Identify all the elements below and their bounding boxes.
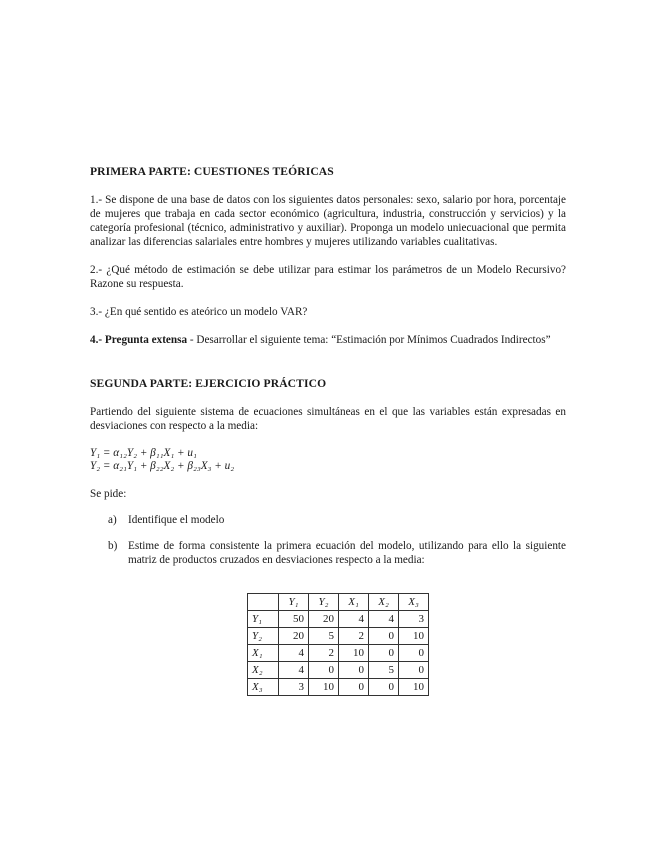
matrix-cell: 0: [399, 645, 429, 662]
matrix-cell: 10: [399, 679, 429, 696]
item-b-text: Estime de forma consistente la primera ecuación del modelo, utilizando para ello la siguiente matriz de productos cruzados en desviaciones respecto a la media:: [128, 540, 566, 566]
question-2: 2.- ¿Qué método de estimación se debe utilizar para estimar los parámetros de un Modelo Recursivo? Razone su respuesta.: [90, 264, 566, 290]
se-pide-label: Se pide:: [90, 488, 127, 500]
exercise-intro: Partiendo del siguiente sistema de ecuaciones simultáneas en el que las variables están expresadas en desviaciones con respecto a la media:: [90, 406, 566, 432]
matrix-cell: 3: [279, 679, 309, 696]
equation-2: Y₂ = α₂₁Y₁ + β₂₂X₂ + β₂₃X₃ + u₂: [90, 460, 235, 472]
matrix-cell: 0: [369, 679, 399, 696]
matrix-cell: 4: [339, 611, 369, 628]
matrix-header-row: [248, 594, 429, 611]
matrix-row-label: Y₁: [248, 611, 279, 628]
matrix-col-header: Y₁: [279, 594, 309, 611]
document-page: [90, 165, 566, 696]
matrix-cell: 0: [339, 679, 369, 696]
question-1: 1.- Se dispone de una base de datos con los siguientes datos personales: sexo, salario por hora, porcentaje de mujeres que trabaja en cada sector económico (agricultura, industria, construcción y servicios) y la categoría profesional (técnico, administrativo y auxiliar). Proponga un modelo uniecuacional que permita analizar las diferencias salariales entre hombres y mujeres utilizando variables cualitativas.: [90, 194, 566, 248]
matrix-row-label: X₃: [248, 679, 279, 696]
matrix-cell: 4: [279, 645, 309, 662]
cross-products-matrix: [247, 593, 429, 696]
question-4-text: - Desarrollar el siguiente tema: “Estimación por Mínimos Cuadrados Indirectos”: [187, 334, 551, 346]
matrix-cell: 0: [309, 662, 339, 679]
matrix-corner: [248, 594, 279, 611]
matrix-cell: 10: [399, 628, 429, 645]
item-a-marker: a): [108, 514, 117, 526]
question-4: [90, 333, 566, 347]
question-4-bold: 4.- Pregunta extensa: [90, 334, 188, 346]
matrix-row: [248, 628, 429, 645]
list-item-b: [90, 539, 566, 567]
item-b-marker: b): [108, 540, 118, 552]
matrix-row: [248, 611, 429, 628]
part2-title: SEGUNDA PARTE: EJERCICIO PRÁCTICO: [90, 377, 327, 390]
matrix-cell: 0: [339, 662, 369, 679]
matrix-cell: 0: [369, 645, 399, 662]
matrix-cell: 10: [309, 679, 339, 696]
matrix-cell: 3: [399, 611, 429, 628]
question-3: 3.- ¿En qué sentido es ateórico un modelo VAR?: [90, 306, 308, 318]
matrix-cell: 4: [279, 662, 309, 679]
equation-system: [90, 447, 566, 473]
matrix-col-header: X₁: [339, 594, 369, 611]
matrix-row-label: X₁: [248, 645, 279, 662]
matrix-cell: 2: [309, 645, 339, 662]
matrix-cell: 4: [369, 611, 399, 628]
matrix-cell: 10: [339, 645, 369, 662]
list-item-a: [90, 513, 566, 527]
matrix-cell: 2: [339, 628, 369, 645]
matrix-cell: 20: [309, 611, 339, 628]
equation-1: Y₁ = α₁₂Y₂ + β₁₁X₁ + u₁: [90, 447, 197, 459]
matrix-row: [248, 645, 429, 662]
matrix-row: [248, 679, 429, 696]
matrix-col-header: X₂: [369, 594, 399, 611]
matrix-cell: 5: [309, 628, 339, 645]
matrix-row: [248, 662, 429, 679]
matrix-col-header: X₃: [399, 594, 429, 611]
part1-title: PRIMERA PARTE: CUESTIONES TEÓRICAS: [90, 165, 334, 178]
item-a-text: Identifique el modelo: [128, 514, 225, 526]
matrix-col-header: Y₂: [309, 594, 339, 611]
matrix-cell: 20: [279, 628, 309, 645]
matrix-cell: 50: [279, 611, 309, 628]
matrix-cell: 5: [369, 662, 399, 679]
matrix-row-label: Y₂: [248, 628, 279, 645]
matrix-cell: 0: [369, 628, 399, 645]
matrix-cell: 0: [399, 662, 429, 679]
matrix-row-label: X₂: [248, 662, 279, 679]
